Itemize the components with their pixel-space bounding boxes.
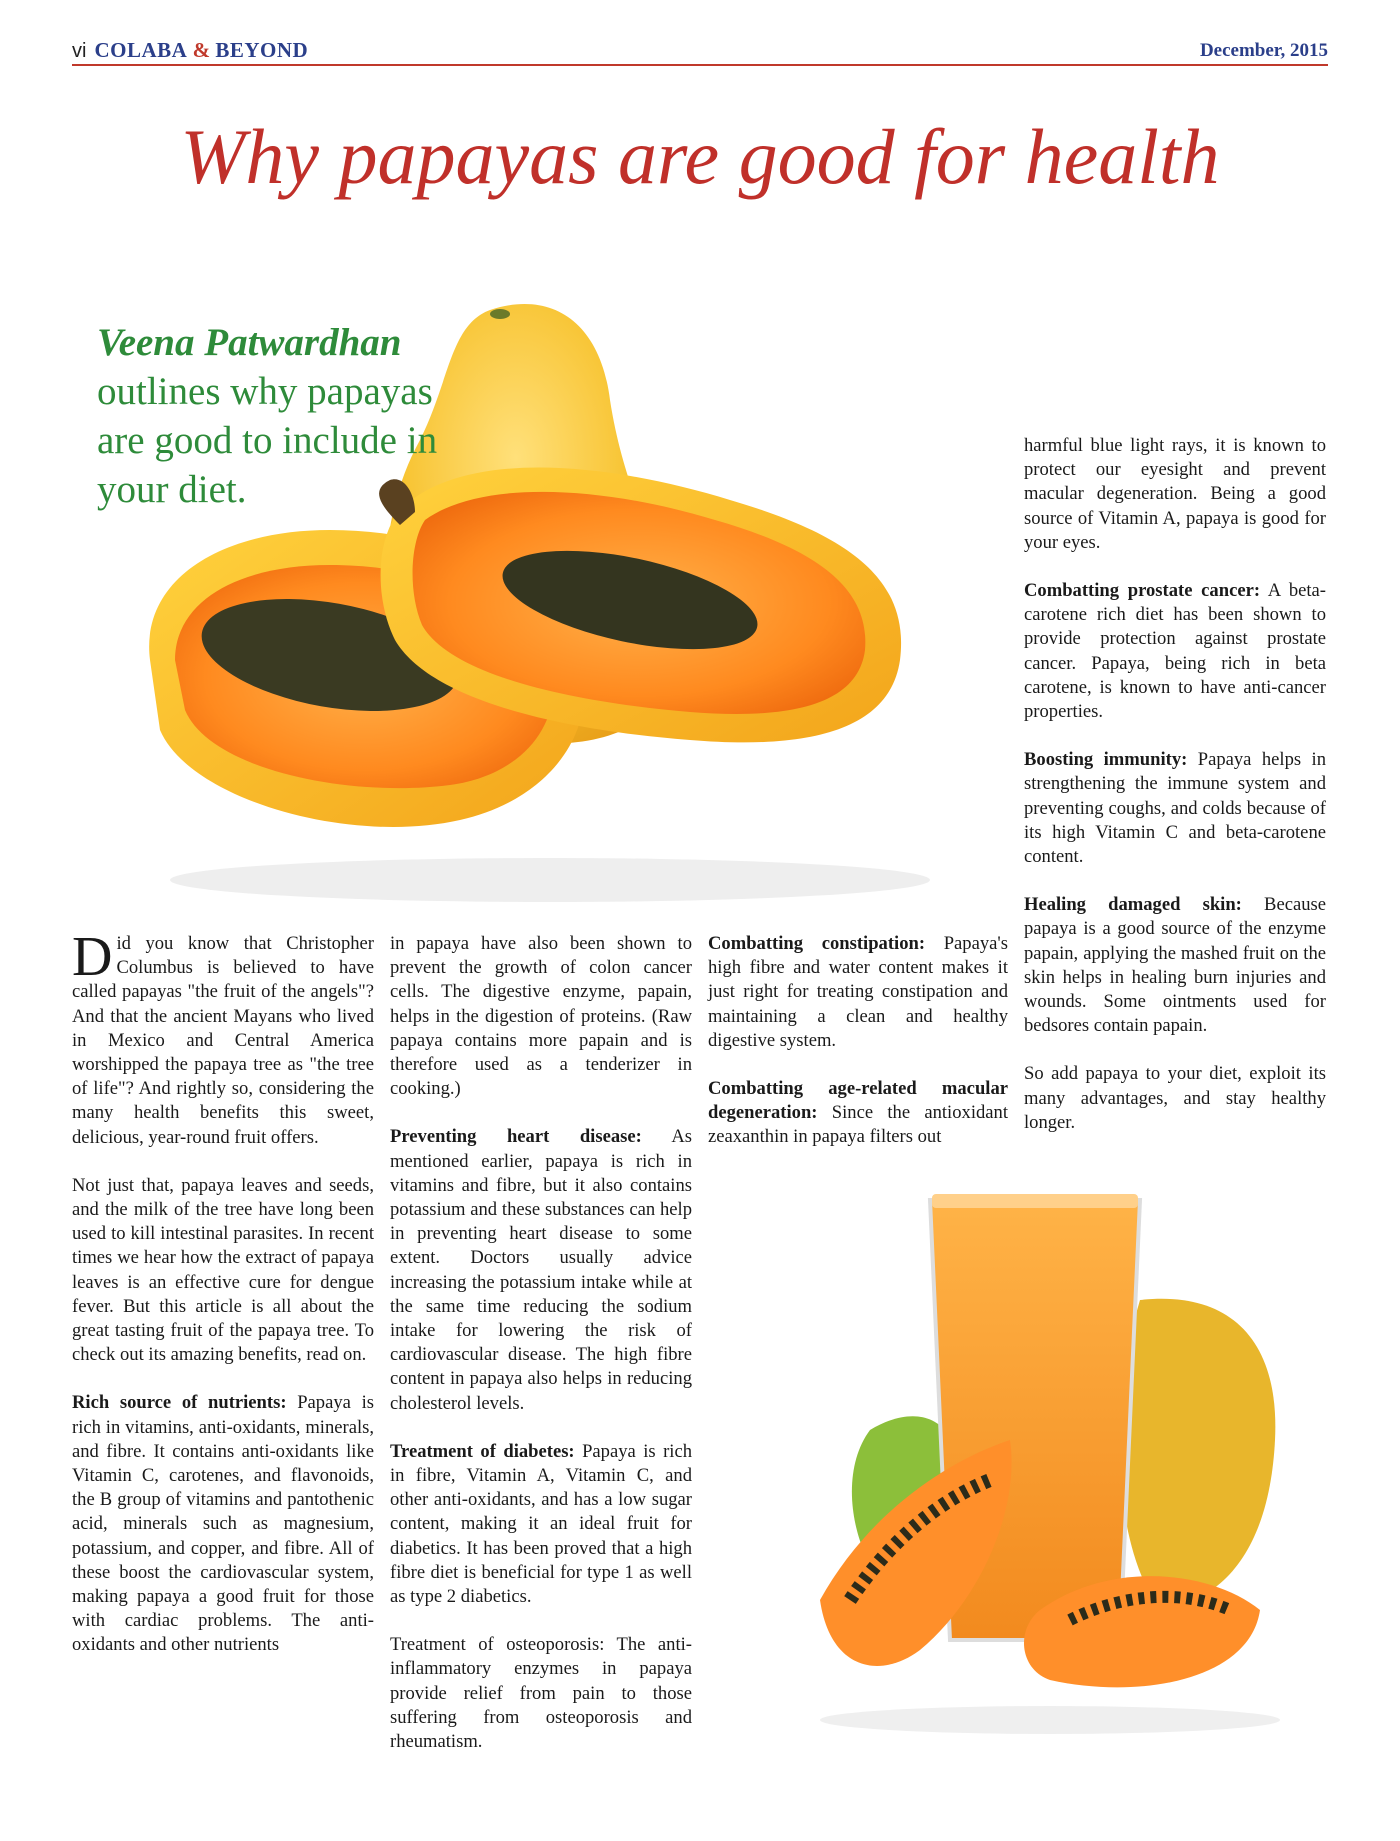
drop-cap: D — [72, 926, 113, 988]
publication-ampersand: & — [192, 38, 211, 62]
paragraph-heart: Preventing heart disease: As mentioned earlier, papaya is rich in vitamins and fibre, but it also contains potassium and these substances can help in preventing heart disease to some extent. Doctors usually advice increasing the potassium intake while at the same time reducing the sodium intake for lowering the risk of cardiovascular disease. The high fibre content in papaya also helps in reducing cholesterol levels. — [390, 1126, 692, 1414]
paragraph: harmful blue light rays, it is known to protect our eyesight and prevent macular degeneration. Being a good source of Vitamin A, papaya is good for your eyes. — [1024, 435, 1326, 553]
body-column-2 — [390, 932, 692, 1754]
publication-masthead — [72, 38, 308, 63]
subhead: Treatment of diabetes: — [390, 1440, 575, 1462]
publication-name-part2: BEYOND — [215, 38, 309, 62]
paragraph: Not just that, papaya leaves and seeds, and the milk of the tree have long been used to kill intestinal parasites. In recent times we hear how the extract of papaya leaves is an effective cure for dengue fever. But this article is all about the great tasting fruit of the papaya tree. To check out its amazing benefits, read on. — [72, 1174, 374, 1366]
body-column-4 — [1024, 434, 1326, 1135]
paragraph-macular: Combatting age-related macular degeneration: Since the antioxidant zeaxanthin in papaya filters out — [708, 1078, 1008, 1148]
paragraph-nutrients: Rich source of nutrients: Papaya is rich in vitamins, anti-oxidants, minerals, and fibre. It contains anti-oxidants like Vitamin C, carotenes, and flavonoids, the B group of vitamins and pantothenic acid, minerals such as magnesium, potassium, and copper, and fibre. All of these boost the cardiovascular system, making papaya a good fruit for those with cardiac problems. The anti-oxidants and other nutrients — [72, 1392, 374, 1656]
page-number: vi — [72, 40, 87, 62]
closing-paragraph: So add papaya to your diet, exploit its many advantages, and stay healthy longer. — [1024, 1063, 1326, 1133]
paragraph: in papaya have also been shown to prevent the growth of colon cancer cells. The digestive enzyme, papain, helps in the digestion of proteins. (Raw papaya contains more papain and is therefore used as a tenderizer in cooking.) — [390, 933, 692, 1100]
paragraph-immunity: Boosting immunity: Papaya helps in strengthening the immune system and preventing coughs, and colds because of its high Vitamin C and beta-carotene content. — [1024, 749, 1326, 868]
paragraph-skin: Healing damaged skin: Because papaya is a good source of the enzyme papain, applying the mashed fruit on the skin helps in healing burn injuries and wounds. Some ointments used for bedsores contain papain. — [1024, 894, 1326, 1037]
body-column-1 — [72, 926, 374, 1658]
article-title: Why papayas are good for health — [180, 113, 1220, 200]
publication-name-part1: COLABA — [94, 38, 188, 62]
paragraph-diabetes: Treatment of diabetes: Papaya is rich in fibre, Vitamin A, Vitamin C, and other anti-oxidants, and has a low sugar content, making it an ideal fruit for diabetics. It has been proved that a high fibre diet is beneficial for type 1 as well as type 2 diabetics. — [390, 1440, 692, 1608]
papaya-juice-photo — [810, 1180, 1290, 1740]
intro-paragraph: Did you know that Christopher Columbus is believed to have called papayas "the fruit of the angels"? And that the ancient Mayans who lived in Mexico and Central America worshipped the papaya tree as "the tree of life"? And rightly so, considering the many health benefits this sweet, delicious, year-round fruit offers. — [72, 926, 374, 1148]
page-header — [72, 36, 1328, 66]
paragraph-osteoporosis: Treatment of osteoporosis: The anti-inflammatory enzymes in papaya provide relief from pain to those suffering from osteoporosis and rheumatism. — [390, 1634, 692, 1753]
subhead: Combatting constipation: — [708, 933, 926, 954]
article-deck — [97, 318, 457, 514]
subhead: Healing damaged skin: — [1024, 894, 1242, 916]
subhead: Combatting age-related macular degeneration: — [708, 1078, 1008, 1124]
author-name: Veena Patwardhan — [97, 321, 402, 364]
subhead: Combatting prostate cancer: — [1024, 580, 1261, 602]
deck-text: outlines why papayas are good to include in your diet. — [97, 370, 438, 511]
issue-date: December, 2015 — [1199, 40, 1328, 61]
subhead: Preventing heart disease: — [390, 1126, 642, 1148]
body-column-3 — [708, 932, 1008, 1150]
subhead: Rich source of nutrients: — [72, 1392, 287, 1414]
header-rule — [72, 64, 1328, 66]
subhead: Boosting immunity: — [1024, 749, 1188, 771]
paragraph-constipation: Combatting constipation: Papaya's high fibre and water content makes it just right for treating constipation and maintaining a clean and healthy digestive system. — [708, 933, 1008, 1051]
paragraph-prostate: Combatting prostate cancer: A beta-carotene rich diet has been shown to provide protection against prostate cancer. Papaya, being rich in beta carotene, is known to have anti-cancer properties. — [1024, 580, 1326, 723]
